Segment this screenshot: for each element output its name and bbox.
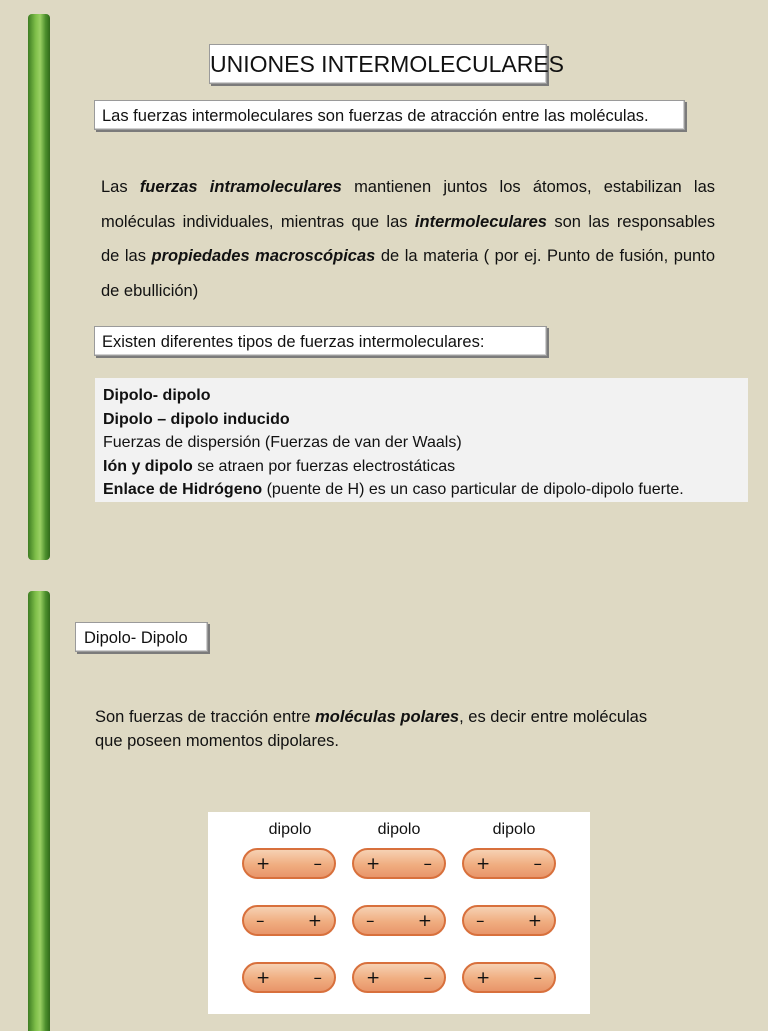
list-item [103,431,740,455]
charge-sign: – [423,854,432,874]
charge-sign: + [527,911,542,931]
paragraph-emphasis: intermoleculares [414,212,547,231]
green-accent-bar [28,14,50,560]
paragraph-emphasis: fuerzas intramoleculares [139,178,342,196]
dipole-molecule [242,848,336,879]
description-text: Son fuerzas de tracción entre [95,708,316,726]
dipole-label: dipolo [377,821,421,838]
list-item-bold: Enlace de Hidrógeno [103,481,263,498]
dipole-molecule [462,848,556,879]
list-item-text: (puente de H) es un caso particular de dipolo-dipolo fuerte. [262,481,684,498]
list-item-text: se atraen por fuerzas electrostáticas [192,457,456,475]
description-text: que poseen momentos dipolares. [95,732,339,750]
paragraph-emphasis: propiedades macroscópicas [151,247,376,265]
list-item-bold: Dipolo- dipolo [103,387,211,404]
charge-sign: + [307,911,322,931]
description-text: , es decir entre moléculas [459,708,648,726]
charge-sign: + [417,911,432,931]
dipole-molecule [462,905,556,936]
list-item [103,455,740,479]
charge-sign: + [256,854,271,874]
charge-sign: – [366,911,375,931]
lead-statement: Las fuerzas intermoleculares son fuerzas de atracción entre las moléculas. [94,100,685,130]
intro-paragraph [101,170,715,308]
description-emphasis: moléculas polares [315,708,460,726]
section-description [95,705,695,753]
charge-sign: + [256,968,271,988]
list-item [103,384,740,408]
dipole-molecule [242,905,336,936]
dipole-molecule [462,962,556,993]
list-item-bold: Ión y dipolo [103,457,193,475]
paragraph-text: Las [101,178,140,196]
charge-sign: + [366,854,381,874]
dipole-label: dipolo [268,821,312,838]
charge-sign: – [256,911,265,931]
paragraph-text: mantienen juntos los átomos, estabilizan las moléculas individuales, mientras que las [101,178,716,231]
page-title: UNIONES INTERMOLECULARES [209,44,547,84]
paragraph-text: son las responsables de las [101,212,715,265]
list-item-text: Fuerzas de dispersión (Fuerzas de van der Waals) [103,434,462,451]
slide-2 [0,585,768,1024]
charge-sign: + [476,854,491,874]
dipole-molecule [352,905,446,936]
types-heading: Existen diferentes tipos de fuerzas intermoleculares: [94,326,547,356]
charge-sign: – [476,911,485,931]
charge-sign: + [366,968,381,988]
section-title: Dipolo- Dipolo [75,622,208,652]
charge-sign: – [313,854,322,874]
charge-sign: – [533,968,542,988]
list-item [103,408,740,432]
charge-sign: + [476,968,491,988]
charge-sign: – [533,854,542,874]
green-accent-bar [28,591,50,1031]
dipole-label: dipolo [492,821,536,838]
dipole-diagram [208,812,590,1014]
force-types-list [95,378,748,502]
list-item [103,478,740,502]
dipole-molecule [352,848,446,879]
dipole-molecule [352,962,446,993]
dipole-molecule [242,962,336,993]
paragraph-text: de la materia ( por ej. Punto de fusión, punto de ebullición) [101,247,715,300]
charge-sign: – [423,968,432,988]
charge-sign: – [313,968,322,988]
list-item-bold: Dipolo – dipolo inducido [103,410,290,428]
